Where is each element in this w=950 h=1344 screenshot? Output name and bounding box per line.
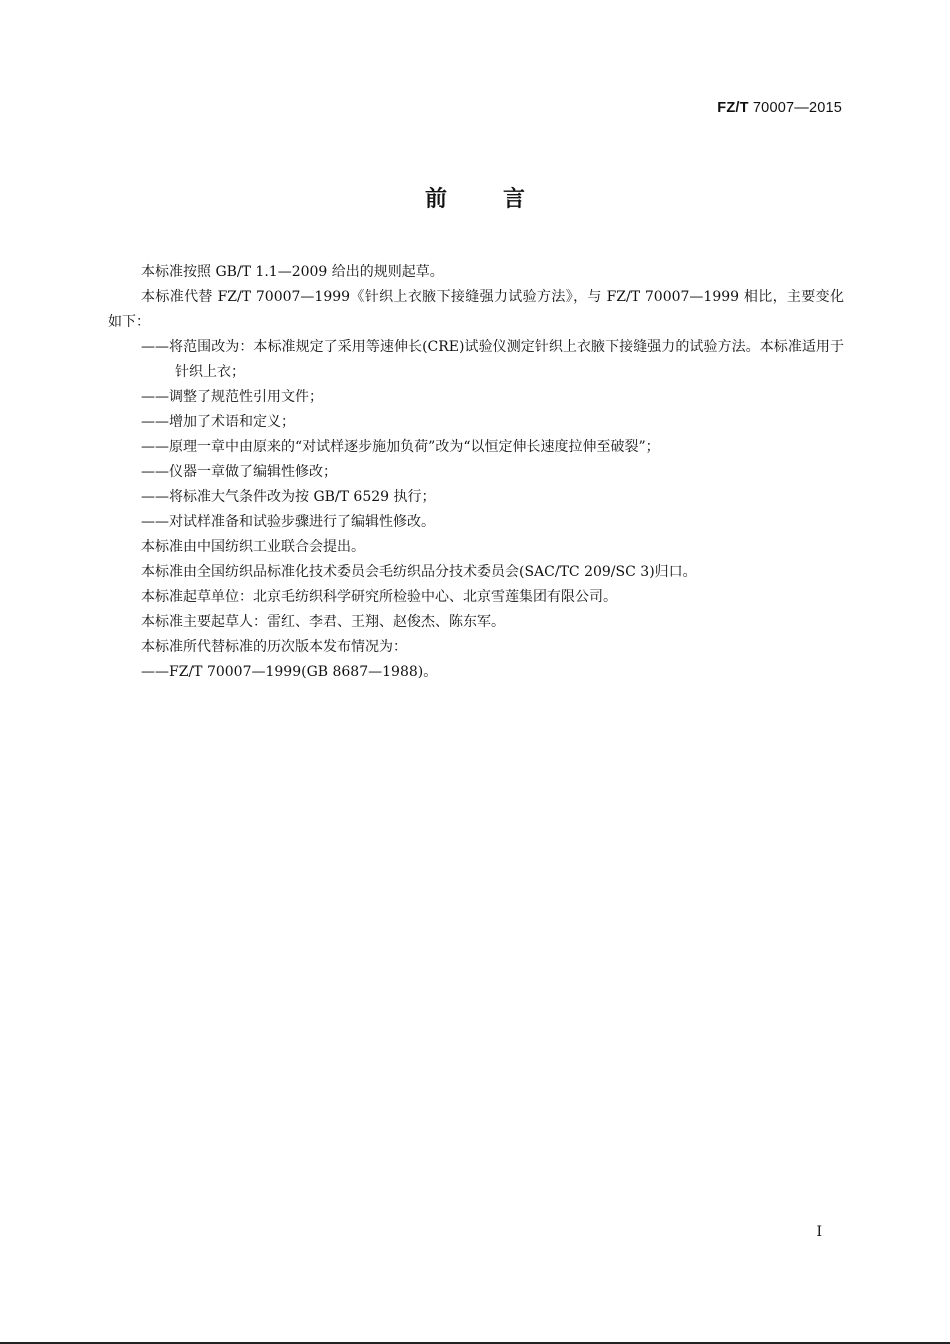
standard-code	[717, 100, 842, 116]
standard-code-prefix: FZ/T	[717, 100, 749, 116]
changes-list	[108, 335, 844, 535]
history-list	[108, 660, 844, 685]
drafting-rules-paragraph: 本标准按照 GB/T 1.1—2009 给出的规则起草。	[141, 264, 444, 280]
change-item: ——增加了术语和定义；	[141, 414, 295, 430]
standard-code-number: 70007—2015	[752, 100, 842, 116]
administrator-paragraph: 本标准由全国纺织品标准化技术委员会毛纺织品分技术委员会(SAC/TC 209/SC 3)归口。	[141, 564, 697, 580]
change-item: ——原理一章中由原来的“对试样逐步施加负荷”改为“以恒定伸长速度拉伸至破裂”；	[141, 439, 660, 455]
replacement-paragraph: 本标准代替 FZ/T 70007—1999《针织上衣腋下接缝强力试验方法》，与 FZ/T 70007—1999 相比，主要变化如下：	[108, 289, 844, 330]
change-item: ——将范围改为：本标准规定了采用等速伸长(CRE)试验仪测定针织上衣腋下接缝强力的试验方法。本标准适用于针织上衣；	[141, 339, 844, 380]
drafting-units-paragraph: 本标准起草单位：北京毛纺织科学研究所检验中心、北京雪莲集团有限公司。	[141, 589, 617, 605]
page-title: 前言	[424, 187, 581, 212]
change-item: ——调整了规范性引用文件；	[141, 389, 323, 405]
history-item: ——FZ/T 70007—1999(GB 8687—1988)。	[141, 664, 438, 680]
drafters-paragraph: 本标准主要起草人：雷红、李君、王翔、赵俊杰、陈东军。	[141, 614, 505, 630]
change-item: ——对试样准备和试验步骤进行了编辑性修改。	[141, 514, 435, 530]
page-number: I	[816, 1224, 822, 1240]
proposer-paragraph: 本标准由中国纺织工业联合会提出。	[141, 539, 365, 555]
change-item: ——将标准大气条件改为按 GB/T 6529 执行；	[141, 489, 436, 505]
foreword-body	[108, 260, 844, 685]
change-item: ——仪器一章做了编辑性修改；	[141, 464, 337, 480]
history-intro-paragraph: 本标准所代替标准的历次版本发布情况为：	[141, 639, 407, 655]
